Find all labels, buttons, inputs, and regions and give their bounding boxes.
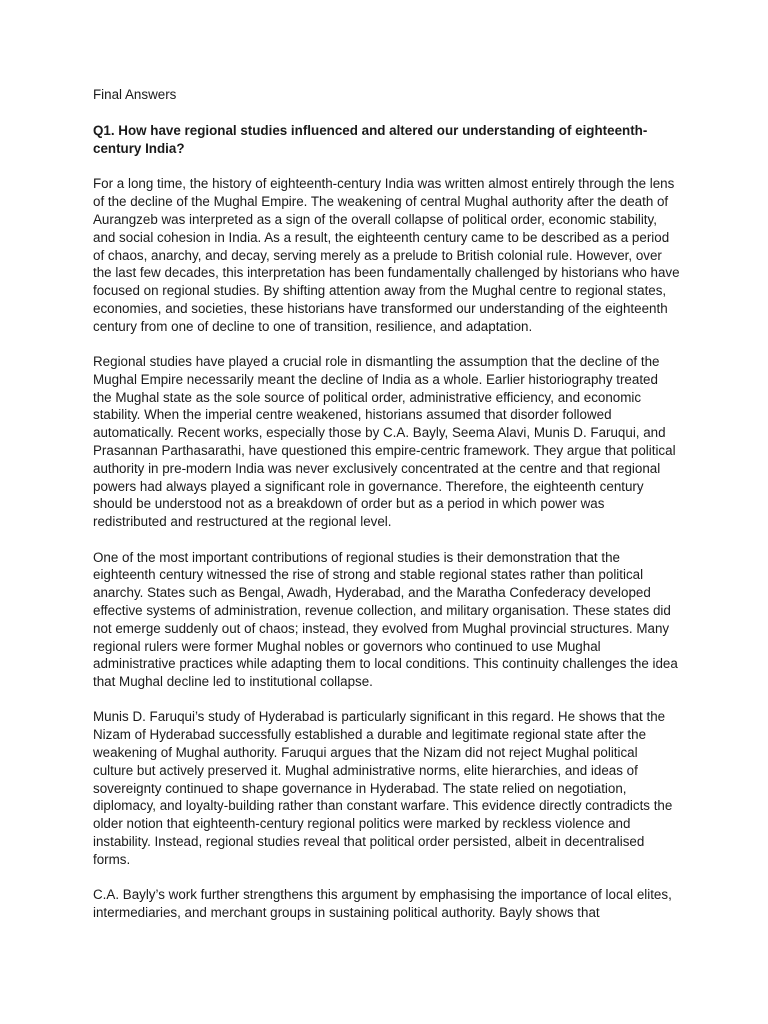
paragraph-5: C.A. Bayly’s work further strengthens this argument by emphasising the importance of local elites, intermediaries, and merchant groups in sustaining political authority. Bayly shows that xyxy=(93,887,672,920)
paragraph-1: For a long time, the history of eighteenth-century India was written almost entirely through the lens of the decline of the Mughal Empire. The weakening of central Mughal authority after the death of Aurangzeb was interpreted as a sign of the overall collapse of political order, economic stability, and social cohesion in India. As a result, the eighteenth century came to be described as a period of chaos, anarchy, and decay, serving merely as a prelude to British colonial rule. However, over the last few decades, this interpretation has been fundamentally challenged by historians who have focused on regional studies. By shifting attention away from the Mughal centre to regional states, economies, and societies, these historians have transformed our understanding of the eighteenth century from one of decline to one of transition, resilience, and adaptation. xyxy=(93,176,680,334)
document-body xyxy=(93,86,680,939)
paragraph-3: One of the most important contributions of regional studies is their demonstration that the eighteenth century witnessed the rise of strong and stable regional states rather than political anarchy. States such as Bengal, Awadh, Hyderabad, and the Maratha Confederacy developed effective systems of administration, revenue collection, and military organisation. These states did not emerge suddenly out of chaos; instead, they evolved from Mughal provincial structures. Many regional rulers were former Mughal nobles or governors who continued to use Mughal administrative practices while adapting them to local conditions. This continuity challenges the idea that Mughal decline led to institutional collapse. xyxy=(93,549,678,690)
paragraph-2: Regional studies have played a crucial role in dismantling the assumption that the decline of the Mughal Empire necessarily meant the decline of India as a whole. Earlier historiography treated the Mughal state as the sole source of political order, administrative efficiency, and economic stability. When the imperial centre weakened, historians assumed that disorder followed automatically. Recent works, especially those by C.A. Bayly, Seema Alavi, Munis D. Faruqui, and Prasannan Parthasarathi, have questioned this empire-centric framework. They argue that political authority in pre-modern India was never exclusively concentrated at the centre and that regional powers had always played a significant role in governance. Therefore, the eighteenth century should be understood not as a breakdown of order but as a period in which power was redistributed and restructured at the regional level. xyxy=(93,354,676,530)
document-title: Final Answers xyxy=(93,87,177,102)
question-heading: Q1. How have regional studies influenced and altered our understanding of eighteenth-century India? xyxy=(93,122,648,156)
paragraph-4: Munis D. Faruqui’s study of Hyderabad is particularly significant in this regard. He shows that the Nizam of Hyderabad successfully established a durable and legitimate regional state after the weakening of Mughal authority. Faruqui argues that the Nizam did not reject Mughal political culture but actively preserved it. Mughal administrative norms, elite hierarchies, and ideas of sovereignty continued to shape governance in Hyderabad. The state relied on negotiation, diplomacy, and loyalty-building rather than constant warfare. This evidence directly contradicts the older notion that eighteenth-century regional politics were marked by reckless violence and instability. Instead, regional studies reveal that political order persisted, albeit in decentralised forms. xyxy=(93,709,673,867)
